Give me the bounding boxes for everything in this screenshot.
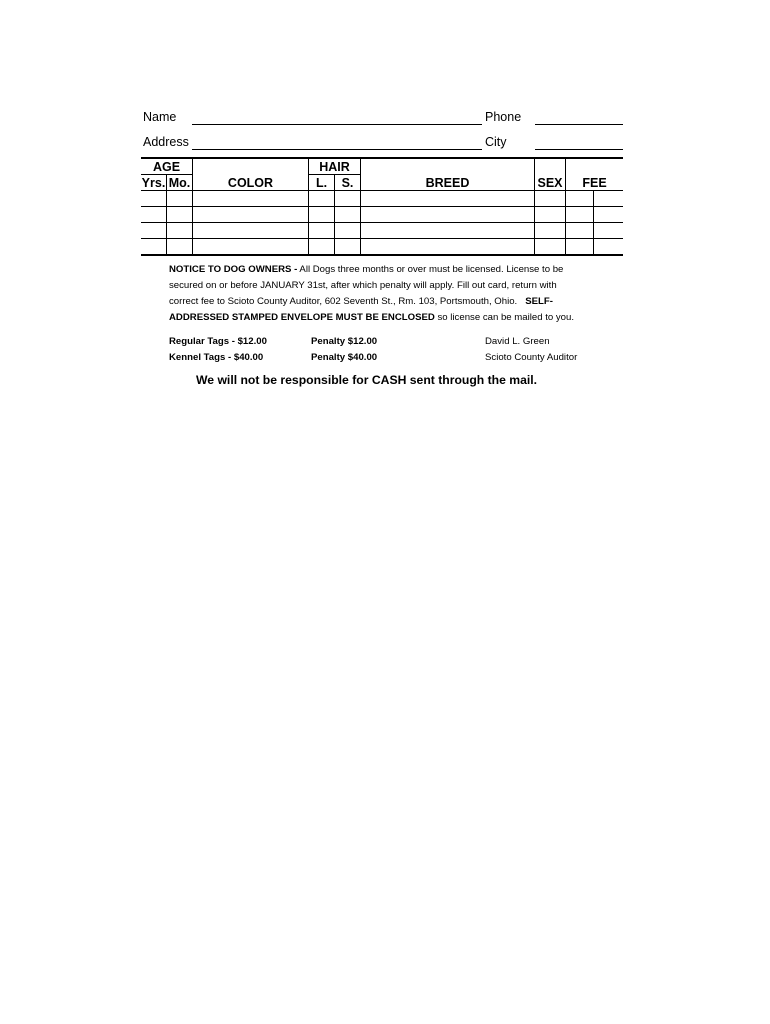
notice-line: correct fee to Scioto County Auditor, 602 Seventh St., Rm. 103, Portsmouth, Ohio.	[169, 296, 518, 307]
table-row-divider	[141, 238, 623, 239]
name-field[interactable]	[192, 124, 482, 125]
fee-header: FEE	[582, 176, 607, 190]
col-divider-breed-sex	[534, 159, 535, 256]
hair-l-header: L.	[315, 176, 328, 190]
notice-heading: NOTICE TO DOG OWNERS -	[169, 264, 298, 275]
table-bottom-border	[141, 254, 623, 256]
yrs-header: Yrs.	[141, 176, 166, 190]
col-divider-hair-breed	[360, 159, 361, 256]
table-header-divider	[141, 190, 623, 191]
notice-self-addressed: SELF-	[525, 296, 553, 307]
hair-underline	[309, 174, 360, 175]
notice-line: so license can be mailed to you.	[437, 312, 575, 323]
color-header: COLOR	[227, 176, 274, 190]
phone-field[interactable]	[535, 124, 623, 125]
col-divider-sex-fee	[565, 159, 566, 256]
phone-label: Phone	[485, 110, 522, 124]
cash-warning: We will not be responsible for CASH sent through the mail.	[196, 373, 538, 387]
dog-license-table	[141, 157, 623, 257]
hair-header: HAIR	[319, 160, 350, 174]
sex-header: SEX	[537, 176, 563, 190]
city-label: City	[485, 135, 507, 149]
address-field[interactable]	[192, 149, 482, 150]
name-label: Name	[143, 110, 177, 124]
address-label: Address	[143, 135, 189, 149]
notice-line: secured on or before JANUARY 31st, after which penalty will apply. Fill out card, return with	[169, 280, 557, 291]
penalty-kennel: Penalty $40.00	[311, 352, 378, 363]
hair-s-header: S.	[341, 176, 354, 190]
table-row-divider	[141, 222, 623, 223]
notice-line: All Dogs three months or over must be licensed. License to be	[299, 264, 564, 275]
breed-header: BREED	[425, 176, 470, 190]
kennel-tags-fee: Kennel Tags - $40.00	[169, 352, 264, 363]
penalty-regular: Penalty $12.00	[311, 336, 378, 347]
city-field[interactable]	[535, 149, 623, 150]
age-underline	[141, 174, 192, 175]
table-row-divider	[141, 206, 623, 207]
col-divider-age-color	[192, 159, 193, 256]
mo-header: Mo.	[168, 176, 191, 190]
age-header: AGE	[152, 160, 181, 174]
notice-envelope: ADDRESSED STAMPED ENVELOPE MUST BE ENCLOSED	[169, 312, 435, 323]
table-top-border	[141, 157, 623, 159]
notice-text	[169, 262, 609, 326]
auditor-name: David L. Green	[485, 336, 550, 347]
auditor-title: Scioto County Auditor	[485, 352, 578, 363]
col-divider-fee-sub	[593, 191, 594, 256]
regular-tags-fee: Regular Tags - $12.00	[169, 336, 267, 347]
